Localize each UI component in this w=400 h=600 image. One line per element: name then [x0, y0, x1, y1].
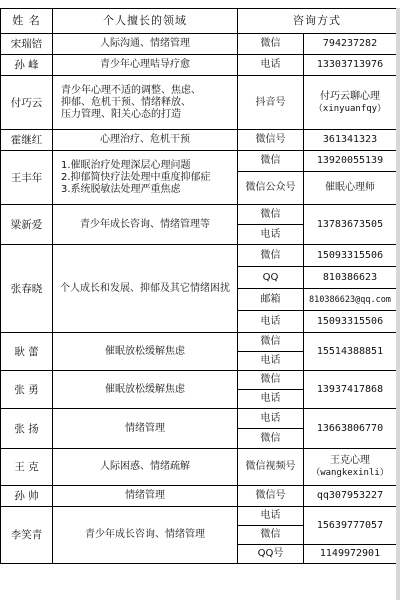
consultant-name: 梁新爱	[1, 205, 53, 245]
contact-value[interactable]: 13920055139	[304, 151, 397, 172]
contact-type: 微信视频号	[238, 449, 304, 486]
contact-type: 微信号	[238, 130, 304, 151]
contact-type: 微信	[238, 429, 304, 449]
table-row	[1, 205, 397, 225]
header-field: 个人擅长的领域	[53, 9, 238, 34]
field-line: 青少年心理不适的调整、焦虑、	[61, 84, 201, 96]
contact-type: 邮箱	[238, 289, 304, 311]
contact-type: QQ	[238, 267, 304, 289]
table-row	[1, 507, 397, 526]
contact-type: 电话	[238, 507, 304, 526]
consultant-field: 心理治疗、危机干预	[53, 130, 238, 151]
field-line: 抑郁、危机干预、情绪释放、	[61, 96, 191, 108]
contact-value[interactable]: 13937417868	[304, 371, 397, 409]
consultant-name: 宋瑞锫	[1, 34, 53, 55]
field-line: 3.系统脱敏法处理严重焦虑	[61, 183, 181, 195]
consultant-field: 人际困惑、情绪疏解	[53, 449, 238, 486]
contact-value[interactable]: 15093315506	[304, 311, 397, 333]
consultant-name: 张 勇	[1, 371, 53, 409]
consultant-name: 霍继红	[1, 130, 53, 151]
contact-type: 微信	[238, 34, 304, 55]
table-row	[1, 486, 397, 507]
contact-value-main: 付巧云聊心理	[320, 90, 380, 102]
contact-value-sub: （xinyuanfqy）	[313, 103, 387, 114]
contact-value[interactable]	[304, 449, 397, 486]
contact-value[interactable]: 13303713976	[304, 55, 397, 76]
consultant-field: 情绪管理	[53, 409, 238, 449]
consultant-field	[53, 151, 238, 205]
consultant-name: 王 克	[1, 449, 53, 486]
table-row	[1, 333, 397, 352]
consultant-field: 青少年成长咨询、情绪管理等	[53, 205, 238, 245]
contact-type: 微信	[238, 333, 304, 352]
consultant-name: 张 扬	[1, 409, 53, 449]
contact-type: 微信	[238, 371, 304, 390]
contact-value[interactable]: 15514388851	[304, 333, 397, 371]
table-row	[1, 76, 397, 130]
table-row	[1, 55, 397, 76]
header-contact: 咨询方式	[238, 9, 397, 34]
contact-value[interactable]: qq307953227	[304, 486, 397, 507]
contact-value[interactable]: 810386623@qq.com	[304, 289, 397, 311]
contact-value[interactable]: 13783673505	[304, 205, 397, 245]
contact-type: 电话	[238, 311, 304, 333]
contact-value[interactable]: 催眠心理师	[304, 172, 397, 205]
consultant-name: 王丰年	[1, 151, 53, 205]
contact-type: 微信	[238, 526, 304, 545]
contact-type: 电话	[238, 225, 304, 245]
contact-value[interactable]: 15093315506	[304, 245, 397, 267]
table-row	[1, 245, 397, 267]
header-row	[1, 9, 397, 34]
contact-type: 微信	[238, 245, 304, 267]
consultant-name: 李笑青	[1, 507, 53, 564]
contact-value[interactable]: 15639777057	[304, 507, 397, 545]
contact-type: 电话	[238, 352, 304, 371]
consultant-field	[53, 76, 238, 130]
table-row	[1, 371, 397, 390]
field-line: 压力管理、阳关心态的打造	[61, 108, 181, 120]
contact-type: 微信公众号	[238, 172, 304, 205]
consultant-name: 张春晓	[1, 245, 53, 333]
contact-type: 微信	[238, 151, 304, 172]
header-name: 姓 名	[1, 9, 53, 34]
contact-type: 抖音号	[238, 76, 304, 130]
contact-value[interactable]: 361341323	[304, 130, 397, 151]
contact-value-main: 王克心理	[330, 455, 370, 466]
table-row	[1, 409, 397, 429]
contact-value[interactable]	[304, 76, 397, 130]
table-row	[1, 449, 397, 486]
consultant-table	[0, 8, 397, 564]
table-row	[1, 34, 397, 55]
field-line: 2.抑郁简快疗法处理中重度抑郁症	[61, 171, 211, 183]
window-right-edge	[396, 8, 400, 600]
contact-value[interactable]: 13663806770	[304, 409, 397, 449]
contact-type: 电话	[238, 390, 304, 409]
consultant-name: 孙 峰	[1, 55, 53, 76]
contact-value[interactable]: 810386623	[304, 267, 397, 289]
field-line: 1.催眠治疗处理深层心理问题	[61, 159, 191, 171]
consultant-field: 青少年成长咨询、情绪管理	[53, 507, 238, 564]
contact-value-sub: （wangkexinli）	[311, 468, 389, 478]
contact-type: 电话	[238, 55, 304, 76]
consultant-name: 耿 蕾	[1, 333, 53, 371]
contact-value[interactable]: 1149972901	[304, 545, 397, 564]
consultant-field: 个人成长和发展、抑郁及其它情绪困扰	[53, 245, 238, 333]
contact-type: 微信号	[238, 486, 304, 507]
consultant-field: 情绪管理	[53, 486, 238, 507]
contact-type: 电话	[238, 409, 304, 429]
consultant-field: 人际沟通、情绪管理	[53, 34, 238, 55]
table-row	[1, 130, 397, 151]
contact-value[interactable]: 794237282	[304, 34, 397, 55]
consultant-field: 青少年心理咭导疗愈	[53, 55, 238, 76]
contact-type: 微信	[238, 205, 304, 225]
consultant-field: 催眠放松缓解焦虑	[53, 371, 238, 409]
consultant-name: 付巧云	[1, 76, 53, 130]
contact-type: QQ号	[238, 545, 304, 564]
table-row	[1, 151, 397, 172]
consultant-field: 催眠放松缓解焦虑	[53, 333, 238, 371]
consultant-name: 孙 帅	[1, 486, 53, 507]
